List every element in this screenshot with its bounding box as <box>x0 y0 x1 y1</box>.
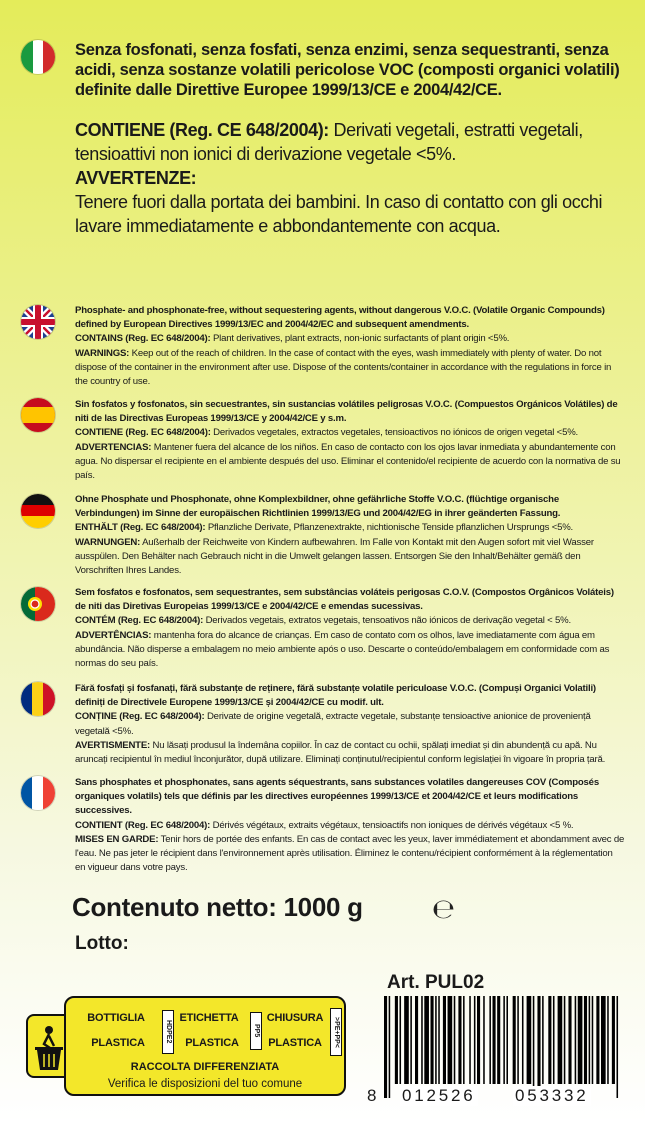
spain-flag-icon <box>21 398 55 432</box>
english-warnings-text: Keep out of the reach of children. In the case of contact with the eyes, wash immediately with plenty of water. Do not dispose of the container in the environment after use. Dispose of the contents/container in accordance with the regulations in force in the country of use. <box>75 347 612 388</box>
net-content: Contenuto netto: 1000 g <box>72 892 363 922</box>
portuguese-warnings-text: mantenha fora do alcance de crianças. Em caso de contato com os olhos, lave imediatamente com água em abundância. Não disperse a embalagem no meio ambiente após o uso. Descarte o conteúdo/embalagem em conformidade com as normas do seu país. <box>75 629 610 670</box>
label-material-bottom: PLASTICA <box>185 1037 239 1049</box>
article-code: Art. PUL02 <box>387 972 485 993</box>
french-section <box>75 776 625 875</box>
portugal-flag-icon <box>21 587 55 621</box>
spanish-intro: Sin fosfatos y fosfonatos, sin secuestrantes, sin sustancias volátiles peligrosas V.O.C. (Compuestos Orgánicos Volátiles) de niti de las Directivas Europeas 1999/13/CE y 2004/42/CE y s.m. <box>75 399 618 425</box>
german-contains-label: ENTHÄLT (Reg. EC 648/2004): <box>75 522 206 534</box>
bottle-code: HDPE2 <box>162 1010 174 1054</box>
italian-contains-text: Derivati vegetali, estratti vegetali, tensioattivi non ionici di derivazione vegetale <5%. <box>75 120 583 164</box>
portuguese-contains-text: Derivados vegetais, extratos vegetais, tensoativos não iónicos de derivação vegetal < 5%. <box>205 615 571 627</box>
italian-contains-label: CONTIENE (Reg. CE 648/2004): <box>75 120 329 140</box>
germany-flag-icon <box>21 494 55 528</box>
bottle-material-top: BOTTIGLIA <box>87 1012 145 1024</box>
romanian-warnings-text: Nu lăsați produsul la îndemâna copiilor. În caz de contact cu ochii, spălați imediat și din abundență cu apă. Nu aruncați recipientul în mediul înconjurător, după utilizare. Eliminați conținutul/recipientul conform legislației în vigoare în propria țară. <box>75 739 606 766</box>
romanian-contains-label: CONȚINE (Reg. EC 648/2004): <box>75 711 205 723</box>
italian-warnings-text: Tenere fuori dalla portata dei bambini. In caso di contatto con gli occhi lavare immediatamente e abbondantemente con acqua. <box>75 192 603 236</box>
italian-section <box>75 40 625 238</box>
german-intro: Ohne Phosphate und Phosphonate, ohne Komplexbildner, ohne gefährliche Stoffe V.O.C. (flüchtige organische Verbindungen) im Sinne der europäischen Richtlinien 1999/13/EG und 2004/42/EG in ihrer geänderten Fassung. <box>75 494 561 520</box>
label-material-top: ETICHETTA <box>179 1012 239 1024</box>
spanish-warnings-text: Mantener fuera del alcance de los niños. En caso de contacto con los ojos lavar inmediata y abundantemente con agua. No dispersar el recipiente en el ambiente después del uso. Eliminar el contenido/el recipiente de acuerdo con la normativa de su país. <box>75 441 621 482</box>
italian-warnings <box>75 166 625 238</box>
france-flag-icon <box>21 776 55 810</box>
recycling-info <box>26 996 348 1096</box>
cap-material-bottom: PLASTICA <box>268 1037 322 1049</box>
german-contains-text: Pflanzliche Derivate, Pflanzenextrakte, nichtionische Tenside pflanzlichen Ursprungs <5%. <box>207 522 574 534</box>
recycling-panel <box>64 996 346 1096</box>
portuguese-contains-label: CONTÉM (Reg. EC 648/2004): <box>75 615 204 627</box>
romanian-section <box>75 682 625 767</box>
separate-collection: RACCOLTA DIFFERENZIATA <box>130 1061 280 1073</box>
italian-intro: Senza fosfonati, senza fosfati, senza enzimi, senza sequestranti, senza acidi, senza sostanze volatili pericolose VOC (composti organici volatili) definite dalle Direttive Europee 1999/13/CE e 2004/42/CE. <box>75 41 620 99</box>
german-section <box>75 493 625 578</box>
barcode-left-group: 012526 <box>402 1086 476 1105</box>
german-warnings-label: WARNUNGEN: <box>75 536 141 548</box>
verify-municipality: Verifica le disposizioni del tuo comune <box>107 1078 303 1090</box>
italian-contains <box>75 118 625 166</box>
barcode-first-digit: 8 <box>367 1086 380 1105</box>
english-contains-label: CONTAINS (Reg. EC 648/2004): <box>75 333 211 345</box>
french-warnings-label: MISES EN GARDE: <box>75 833 159 845</box>
spanish-warnings-label: ADVERTENCIAS: <box>75 441 152 453</box>
romanian-contains-text: Derivate de origine vegetală, extracte vegetale, substanțe tensioactive anionice de proveniență vegetală <5%. <box>75 711 591 737</box>
english-section <box>75 304 625 389</box>
label-code: PP5 <box>250 1012 262 1050</box>
french-intro: Sans phosphates et phosphonates, sans agents séquestrants, sans substances volatiles dangereuses COV (Composés organiques volatils) tels que définis par les directives européennes 1999/13/CE et 2004/42/CE et leurs modifications successives. <box>75 777 599 817</box>
french-contains-label: CONTIENT (Reg. EC 648/2004): <box>75 819 211 831</box>
german-warnings-text: Außerhalb der Reichweite von Kindern aufbewahren. Im Falle von Kontakt mit den Augen sofort mit viel Wasser ausspülen. Den Behälter nach Gebrauch nicht in die Umwelt gelangen lassen. Entsorgen Sie den Inhalt/Behälter gemäß den Vorschriften Ihres Landes. <box>75 536 594 577</box>
romanian-warnings-label: AVERTISMENTE: <box>75 739 151 751</box>
spanish-contains-text: Derivados vegetales, extractos vegetales, tensioactivos no iónicos de origen vegetal <5%. <box>213 427 578 439</box>
english-contains-text: Plant derivatives, plant extracts, non-ionic surfactants of plant origin <5%. <box>212 333 510 345</box>
french-contains-text: Dérivés végétaux, extraits végétaux, tensioactifs non ioniques de dérivés végétaux <5 %. <box>212 819 574 831</box>
italy-flag-icon <box>21 40 55 74</box>
french-warnings-text: Tenir hors de portée des enfants. En cas de contact avec les yeux, laver immédiatement et abondamment avec de l'eau. Ne pas jeter le récipient dans l'environnement après utilisation. Éliminez le contenu/récipient conformément à la réglementation en vigueur dans votre pays. <box>75 833 625 874</box>
spanish-section <box>75 398 625 483</box>
italian-warnings-label: AVVERTENZE: <box>75 168 197 188</box>
cap-code: >PE+PP< <box>330 1008 342 1056</box>
portuguese-warnings-label: ADVERTÊNCIAS: <box>75 629 152 641</box>
english-intro: Phosphate- and phosphonate-free, without sequestering agents, without dangerous V.O.C. (Volatile Organic Compounds) defined by European Directives 1999/13/EC and 2004/42/EC and subsequent amendments. <box>75 305 605 331</box>
cap-material-top: CHIUSURA <box>266 1012 324 1024</box>
english-warnings-label: WARNINGS: <box>75 347 130 359</box>
portuguese-intro: Sem fosfatos e fosfonatos, sem sequestrantes, sem substâncias voláteis perigosas C.O.V. (Compostos Orgânicos Voláteis) de niti das Diretivas Europeias 1999/13/CE e 2004/42/CE e emendas sucessivas. <box>75 587 614 613</box>
barcode-right-group: 053332 <box>515 1086 589 1105</box>
lot-label: Lotto: <box>75 933 129 954</box>
estimated-sign-icon: ℮ <box>432 894 456 925</box>
portuguese-section <box>75 586 625 671</box>
uk-flag-icon <box>21 305 55 339</box>
romania-flag-icon <box>21 682 55 716</box>
spanish-contains-label: CONTIENE (Reg. EC 648/2004): <box>75 427 211 439</box>
bottle-material-bottom: PLASTICA <box>91 1037 145 1049</box>
romanian-intro: Fără fosfați și fosfanați, fără substanțe de reținere, fără substanțe volatile periculoase V.O.C. (Compuși Organici Volatili) definiți de Directivele Europene 1999/13/CE și 2004/42/CE cu modif. ult. <box>75 683 596 709</box>
